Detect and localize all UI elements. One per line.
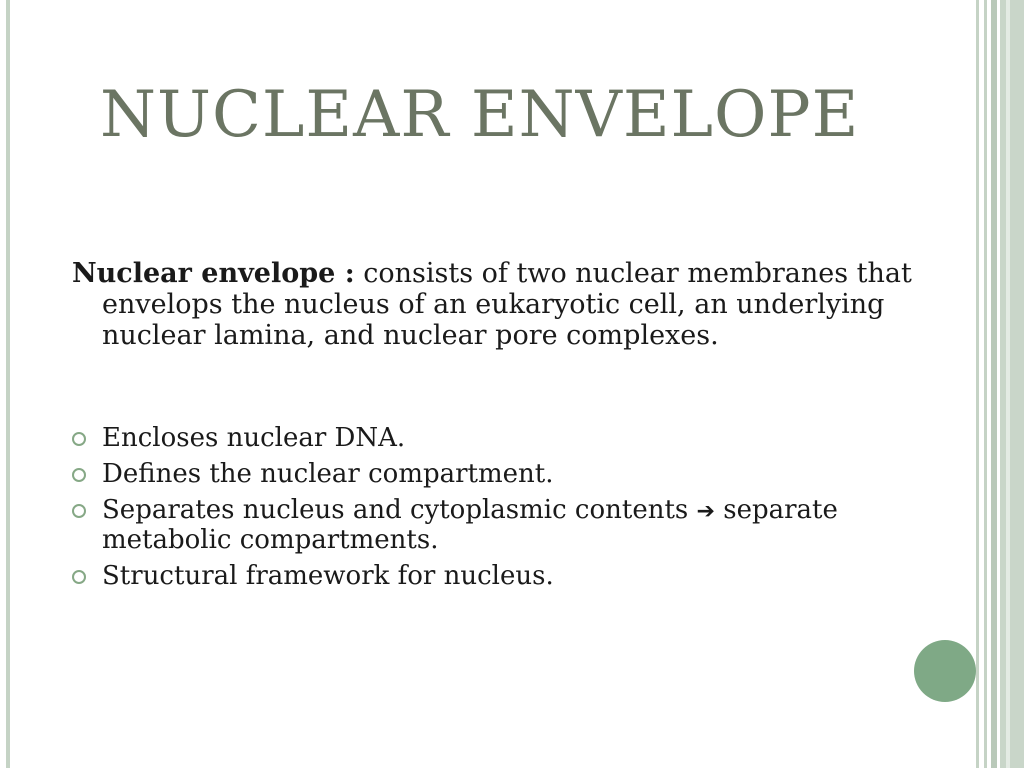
stripe: [1006, 0, 1010, 768]
bullet-list: [70, 424, 950, 598]
right-stripe-band: [976, 0, 1024, 768]
stripe: [976, 0, 979, 768]
definition-paragraph: [72, 258, 962, 351]
stripe: [1000, 0, 1024, 768]
list-item: [70, 496, 950, 555]
slide-title: NUCLEAR ENVELOPE: [100, 78, 860, 152]
list-item-text: Encloses nuclear DNA.: [102, 423, 406, 453]
list-item: [70, 562, 950, 591]
hollow-circle-bullet-icon: [72, 504, 86, 518]
list-item: [70, 460, 950, 489]
list-item: [70, 424, 950, 453]
list-item-text-continued: separate metabolic compartments.: [102, 495, 838, 555]
right-arrow-icon: ➔: [696, 499, 715, 524]
definition-text: consists of two nuclear membranes that envelops the nucleus of an eukaryotic cell, an underlying nuclear lamina, and nuclear pore complexes.: [102, 258, 912, 351]
list-item-text: Structural framework for nucleus.: [102, 561, 554, 591]
hollow-circle-bullet-icon: [72, 570, 86, 584]
left-border-line: [6, 0, 10, 768]
decorative-green-circle: [914, 640, 976, 702]
definition-term: Nuclear envelope :: [72, 258, 355, 289]
hollow-circle-bullet-icon: [72, 432, 86, 446]
list-item-text: Separates nucleus and cytoplasmic contents: [102, 495, 697, 525]
stripe: [984, 0, 987, 768]
stripe: [991, 0, 997, 768]
hollow-circle-bullet-icon: [72, 468, 86, 482]
list-item-text: Defines the nuclear compartment.: [102, 459, 554, 489]
